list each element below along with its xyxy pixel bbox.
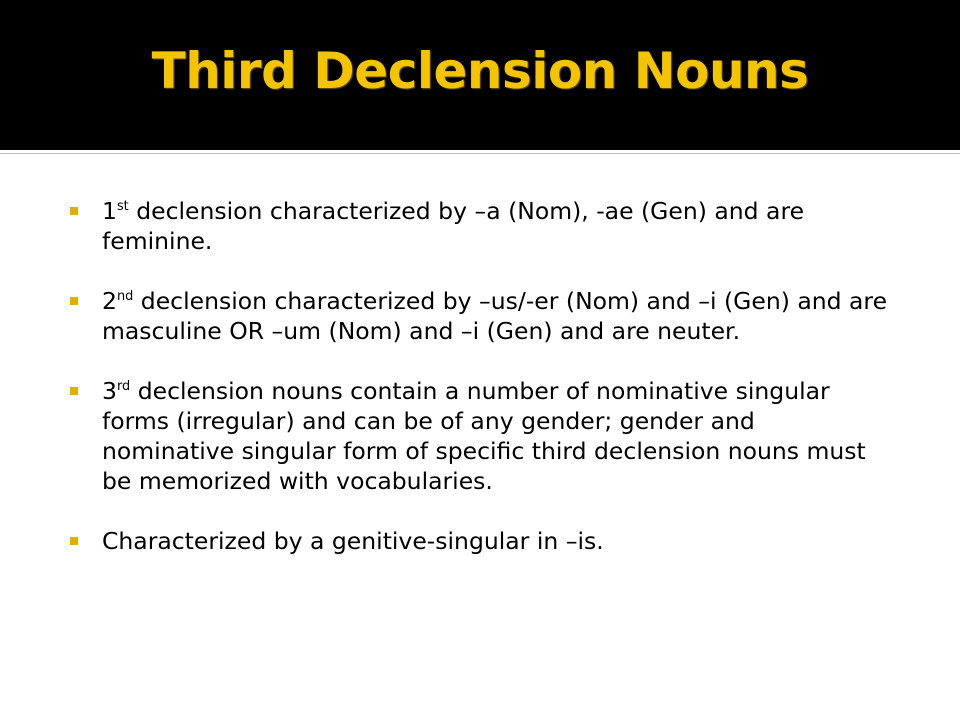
bullet-text: Characterized by a genitive-singular in –is. (102, 527, 604, 555)
square-bullet-icon (70, 207, 78, 215)
title-bar (0, 0, 960, 150)
bullet-item-3 (70, 376, 890, 496)
bullet-list (70, 196, 890, 586)
square-bullet-icon (70, 537, 78, 545)
bullet-text: declension nouns contain a number of nominative singular forms (irregular) and can be of any gender; gender and nominative singular form of specific third declension nouns must be memorized with vocabularies. (102, 377, 866, 495)
bullet-item-1 (70, 196, 890, 256)
bullet-text: declension characterized by –us/-er (Nom) and –i (Gen) and are masculine OR –um (Nom) and –i (Gen) and are neuter. (102, 287, 888, 345)
bullet-ordinal-suffix: nd (116, 289, 134, 305)
bullet-ordinal-suffix: st (116, 199, 129, 215)
title-divider (0, 150, 960, 158)
slide-title: Third Declension Nouns (151, 42, 809, 100)
bullet-item-2 (70, 286, 890, 346)
bullet-ordinal: 1 (102, 197, 117, 225)
bullet-text: declension characterized by –a (Nom), -ae (Gen) and are feminine. (102, 197, 805, 255)
square-bullet-icon (70, 297, 78, 305)
bullet-ordinal: 2 (102, 287, 117, 315)
bullet-ordinal-suffix: rd (116, 379, 131, 395)
bullet-ordinal: 3 (102, 377, 117, 405)
slide-body (0, 158, 960, 720)
square-bullet-icon (70, 387, 78, 395)
bullet-item-4 (70, 526, 890, 556)
